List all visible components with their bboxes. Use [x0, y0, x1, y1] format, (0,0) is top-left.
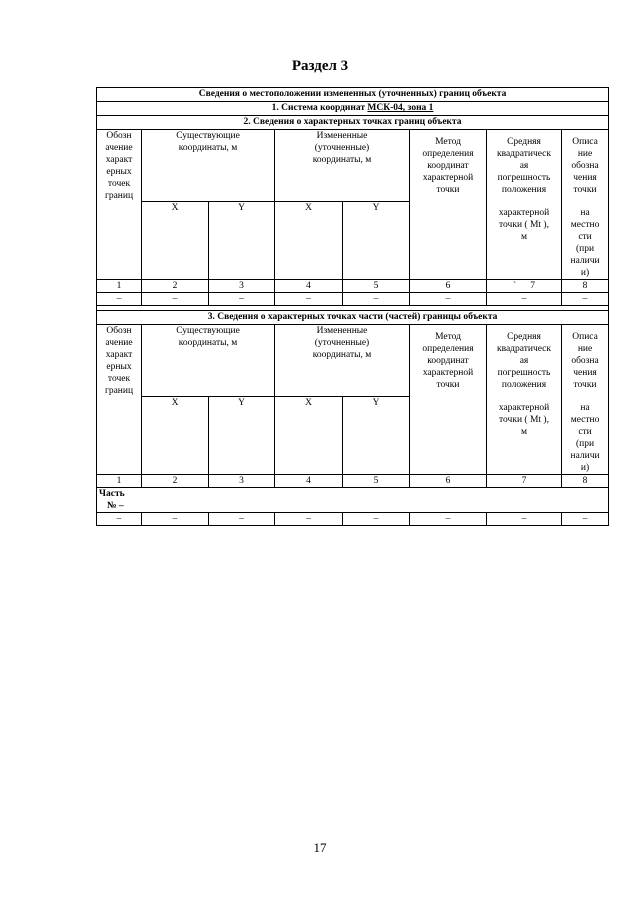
- table-cell: –: [487, 293, 562, 306]
- header-description: Описа ние обозна чения точки на местно сти (при наличи и): [562, 325, 609, 475]
- col-num-1: 1: [97, 280, 142, 293]
- header-changed-y: Y: [343, 397, 410, 475]
- col-num-2: 2: [142, 280, 209, 293]
- coordinate-system-label: 1. Система координат: [271, 103, 366, 113]
- col-num-3: 3: [209, 280, 275, 293]
- col-num-3: 3: [209, 475, 275, 488]
- header-changed-x: X: [275, 397, 343, 475]
- header-description: Описа ние обозна чения точки на местно сти (при наличи и): [562, 130, 609, 280]
- header-row-a: [97, 130, 609, 202]
- header-mean-error: Средняя квадратическ ая погрешность положения характерной точки ( Mt ), м: [487, 325, 562, 475]
- dash-row-a: [97, 293, 609, 306]
- section1-row: [97, 102, 609, 116]
- col-num-4: 4: [275, 280, 343, 293]
- coordinate-system: [97, 102, 609, 116]
- header-existing-x: X: [142, 397, 209, 475]
- section2-heading: 2. Сведения о характерных точках границ объекта: [97, 116, 609, 130]
- section3-row: [97, 311, 609, 325]
- table-title: Сведения о местоположении измененных (уточненных) границ объекта: [97, 88, 609, 102]
- section3-heading: 3. Сведения о характерных точках части (частей) границы объекта: [97, 311, 609, 325]
- table-cell: –: [562, 513, 609, 526]
- header-existing-coords: Существующие координаты, м: [142, 130, 275, 202]
- part-row: [97, 488, 609, 513]
- table-cell: –: [343, 293, 410, 306]
- header-changed-y: Y: [343, 202, 410, 280]
- part-empty: [142, 488, 609, 513]
- table-cell: –: [487, 513, 562, 526]
- col-num-7: ` 7: [487, 280, 562, 293]
- table-cell: –: [97, 293, 142, 306]
- header-method: Метод определения координат характерной точки: [410, 130, 487, 280]
- header-existing-y: Y: [209, 397, 275, 475]
- col-num-1: 1: [97, 475, 142, 488]
- table-cell: –: [343, 513, 410, 526]
- column-numbers-row-b: [97, 475, 609, 488]
- table-cell: –: [97, 513, 142, 526]
- dash-row-b: [97, 513, 609, 526]
- table-cell: –: [275, 293, 343, 306]
- page-title: Раздел 3: [291, 58, 349, 74]
- section2-row: [97, 116, 609, 130]
- header-existing-y: Y: [209, 202, 275, 280]
- header-existing-x: X: [142, 202, 209, 280]
- col-num-5: 5: [343, 475, 410, 488]
- boundary-table: [96, 87, 609, 526]
- col-num-8: 8: [562, 475, 609, 488]
- col-num-4: 4: [275, 475, 343, 488]
- header-changed-coords: Измененные (уточненные) координаты, м: [275, 130, 410, 202]
- col-num-5: 5: [343, 280, 410, 293]
- col-num-6: 6: [410, 475, 487, 488]
- table-cell: –: [410, 293, 487, 306]
- header-method: Метод определения координат характерной точки: [410, 325, 487, 475]
- part-label: Часть № –: [97, 488, 142, 513]
- header-mean-error: Средняя квадратическ ая погрешность положения характерной точки ( Mt ), м: [487, 130, 562, 280]
- page-number: 17: [313, 840, 327, 855]
- col-num-7: 7: [487, 475, 562, 488]
- header-existing-coords: Существующие координаты, м: [142, 325, 275, 397]
- table-title-row: [97, 88, 609, 102]
- header-designation: Обозн ачение характ ерных точек границ: [97, 325, 142, 475]
- table-cell: –: [410, 513, 487, 526]
- table-cell: –: [209, 513, 275, 526]
- header-designation: Обозн ачение характ ерных точек границ: [97, 130, 142, 280]
- header-changed-coords: Измененные (уточненные) координаты, м: [275, 325, 410, 397]
- table-cell: –: [275, 513, 343, 526]
- header-changed-x: X: [275, 202, 343, 280]
- table-cell: –: [209, 293, 275, 306]
- coordinate-system-value: МСК-04, зона 1: [367, 103, 434, 113]
- table-cell: –: [142, 293, 209, 306]
- tick-mark: `: [513, 281, 517, 291]
- col-num-6: 6: [410, 280, 487, 293]
- column-numbers-row-a: [97, 280, 609, 293]
- header-row-b: [97, 325, 609, 397]
- col-num-2: 2: [142, 475, 209, 488]
- col-num-8: 8: [562, 280, 609, 293]
- table-cell: –: [142, 513, 209, 526]
- table-cell: –: [562, 293, 609, 306]
